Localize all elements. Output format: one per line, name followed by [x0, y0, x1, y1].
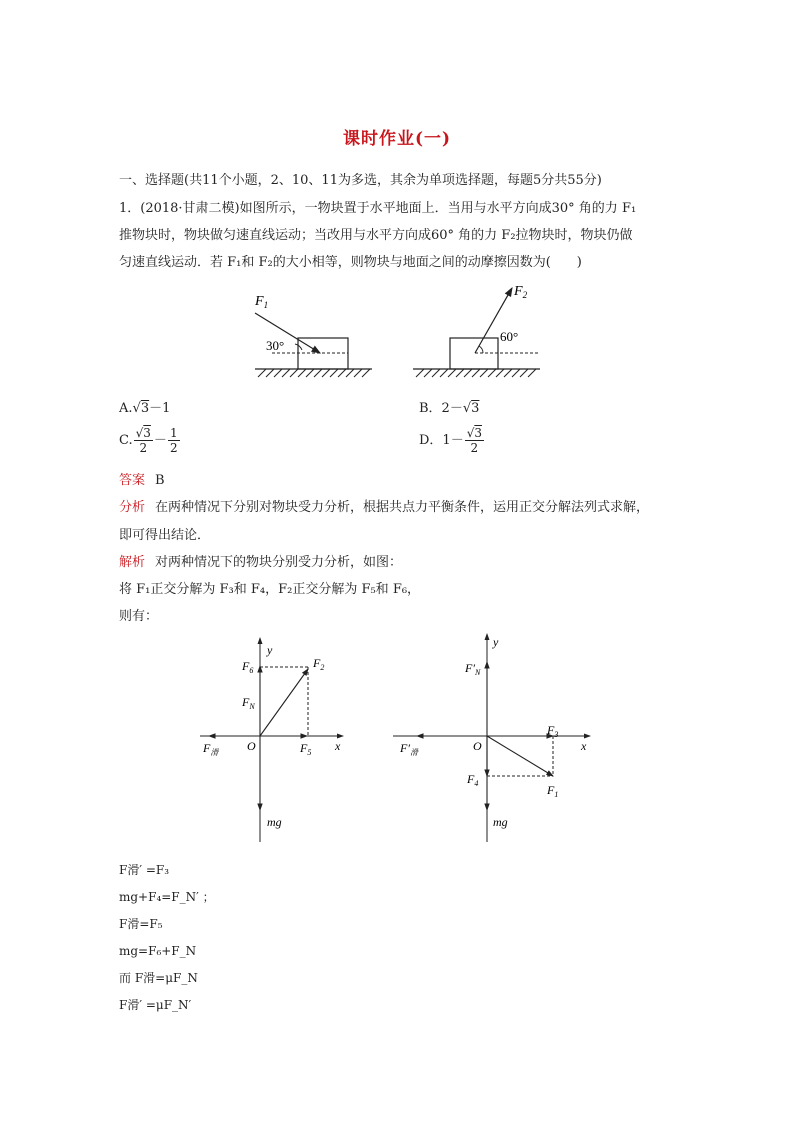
- right-y-label: y: [493, 635, 499, 649]
- option-d[interactable]: D．1－ $\frac{√3}{2}$: [419, 426, 482, 455]
- page-title: 课时作业(一): [342, 129, 452, 149]
- force-diagram: [195, 630, 625, 845]
- solution-line-1: 解析 对两种情况下的物块分别受力分析，如图：: [119, 555, 403, 570]
- right-f4-label: $F_4$: [467, 772, 479, 788]
- right-mg-label: mg: [493, 815, 508, 829]
- right-x-label: x: [581, 739, 587, 753]
- angle-30-label: 30°: [266, 338, 285, 353]
- equation-2: mg+F₄=F_N′ ；: [119, 890, 215, 904]
- answer: [119, 472, 165, 490]
- angle-arc-60: [479, 346, 483, 353]
- option-a[interactable]: A.√3－1: [119, 401, 171, 416]
- left-origin-label: O: [247, 739, 256, 753]
- f1-label: $F_1$: [255, 294, 269, 310]
- right-f1-label: $F_1$: [547, 783, 559, 799]
- equation-3: F滑=F₅: [119, 917, 163, 931]
- option-c[interactable]: C. $\frac{√3}{2}$ － $\frac{1}{2}$: [119, 426, 178, 455]
- answer-value: B: [155, 473, 165, 488]
- option-b[interactable]: B．2－√3: [419, 401, 480, 416]
- right-f3-label: $F_3$: [547, 723, 559, 739]
- solution-line-2: 将 F₁正交分解为 F₃和 F₄，F₂正交分解为 F₅和 F₆，: [119, 582, 421, 597]
- analysis-line-1: 分析 在两种情况下分别对物块受力分析，根据共点力平衡条件，运用正交分解法列式求解，: [119, 500, 650, 515]
- right-origin-label: O: [473, 739, 482, 753]
- left-x-label: x: [335, 739, 341, 753]
- equation-5: 而 F滑=μF_N: [119, 971, 198, 985]
- question-figure: [250, 280, 550, 385]
- equation-4: mg=F₆+F_N: [119, 944, 197, 958]
- equation-6: F滑′ =μF_N′: [119, 998, 192, 1012]
- analysis-line-2: 即可得出结论．: [119, 528, 211, 543]
- f2-label: $F_2$: [514, 284, 528, 300]
- section-header: 一、选择题(共11个小题，2、10、11为多选，其余为单项选择题，每题5分共55分): [119, 173, 602, 188]
- left-f2-arrow: [260, 669, 308, 736]
- right-fn-label: $F'_N$: [465, 661, 481, 677]
- force-f1-arrow: [255, 313, 320, 353]
- question-line-3: 匀速直线运动．若 F₁和 F₂的大小相等，则物块与地面之间的动摩擦因数为( ): [119, 255, 582, 270]
- ground-right: [413, 369, 540, 377]
- question-line-2: 推物块时，物块做匀速直线运动；当改用与水平方向成60° 角的力 F₂拉物块时，物块仍做: [119, 228, 633, 243]
- right-f1-arrow: [487, 736, 553, 776]
- right-diagram: [393, 634, 590, 842]
- left-fn-label: $F_N$: [242, 695, 255, 711]
- right-friction-label: $F'_滑$: [400, 741, 418, 757]
- equation-1: F滑′ =F₃: [119, 863, 170, 877]
- left-friction-label: $F_滑$: [203, 741, 219, 757]
- left-f5-label: $F_5$: [300, 741, 312, 757]
- left-diagram: [200, 638, 343, 842]
- angle-60-label: 60°: [500, 329, 519, 344]
- left-f6-label: $F_6$: [242, 659, 254, 675]
- left-mg-label: mg: [267, 815, 282, 829]
- ground-left: [255, 369, 372, 377]
- solution-label: 解析: [119, 555, 146, 570]
- analysis-label: 分析: [119, 500, 146, 515]
- left-y-label: y: [267, 643, 273, 657]
- answer-label: 答案: [119, 473, 146, 488]
- question-line-1: 1．(2018·甘肃二模)如图所示，一物块置于水平地面上．当用与水平方向成30° 角的力 F₁: [119, 201, 637, 216]
- solution-line-3: 则有：: [119, 609, 159, 624]
- left-f2-label: $F_2$: [313, 656, 325, 672]
